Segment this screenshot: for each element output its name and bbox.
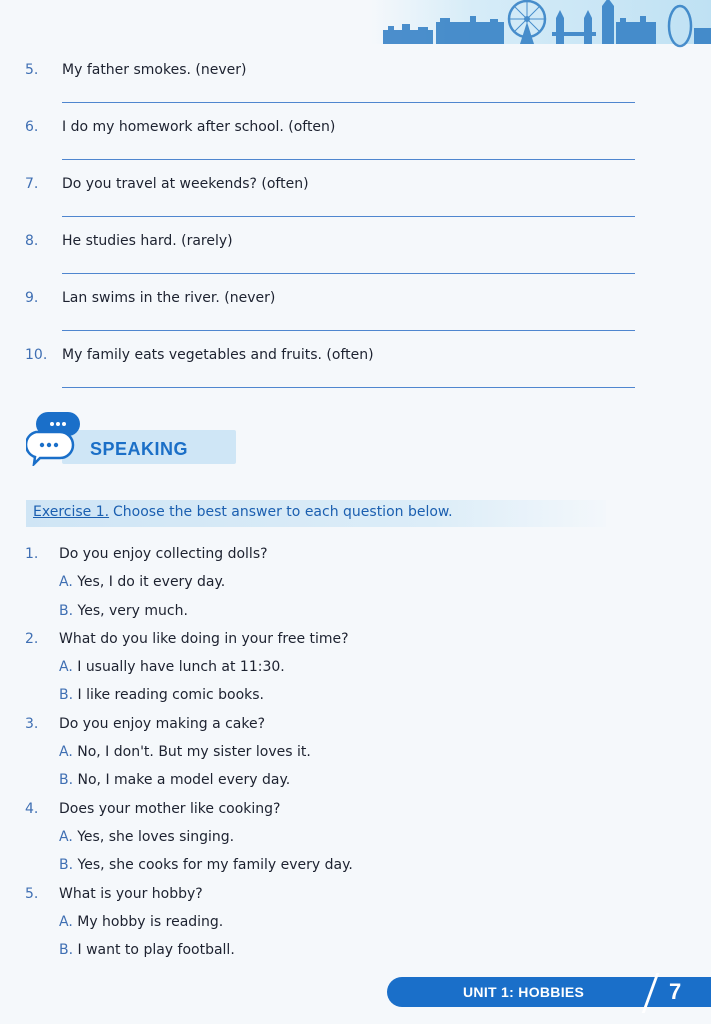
option-text: My hobby is reading.	[77, 913, 224, 930]
option-letter: A.	[59, 828, 73, 845]
rewrite-item	[25, 343, 635, 400]
question-block	[25, 710, 625, 795]
page-number: 7	[669, 979, 682, 1004]
question-number: 2.	[25, 630, 39, 647]
option-letter: B.	[59, 602, 74, 619]
option-text: I usually have lunch at 11:30.	[77, 659, 285, 676]
option-text: No, I don't. But my sister loves it.	[77, 744, 311, 761]
rewrite-item	[25, 286, 635, 343]
item-sentence: My father smokes. (never)	[62, 62, 247, 78]
option-text: Yes, very much.	[77, 602, 188, 619]
option-letter: A.	[59, 659, 73, 676]
answer-option[interactable]	[25, 681, 625, 709]
chat-bubbles-icon	[26, 410, 86, 466]
item-sentence: Do you travel at weekends? (often)	[62, 176, 309, 192]
page-footer-tab	[387, 977, 711, 1007]
item-sentence: He studies hard. (rarely)	[62, 233, 233, 249]
question-number: 3.	[25, 715, 39, 732]
option-letter: A.	[59, 744, 73, 761]
option-text: No, I make a model every day.	[77, 772, 291, 789]
item-sentence: Lan swims in the river. (never)	[62, 290, 276, 306]
rewrite-item	[25, 172, 635, 229]
option-text: Yes, I do it every day.	[77, 574, 226, 591]
question-list	[25, 540, 625, 964]
city-skyline-icon	[0, 0, 711, 48]
answer-option[interactable]	[25, 653, 625, 681]
question-number: 5.	[25, 885, 39, 902]
question-block	[25, 540, 625, 625]
item-number: 9.	[25, 290, 39, 306]
exercise-heading	[26, 500, 606, 527]
option-letter: B.	[59, 687, 74, 704]
rewrite-exercise-list	[25, 58, 635, 400]
answer-option[interactable]	[25, 823, 625, 851]
question-text: Does your mother like cooking?	[59, 800, 281, 817]
question-text: What is your hobby?	[59, 885, 203, 902]
answer-line[interactable]	[62, 387, 635, 388]
rewrite-item	[25, 58, 635, 115]
answer-option[interactable]	[25, 851, 625, 879]
question-number: 4.	[25, 800, 39, 817]
question-number: 1.	[25, 546, 39, 562]
answer-option[interactable]	[25, 908, 625, 936]
question-text: Do you enjoy making a cake?	[59, 715, 266, 732]
question-block	[25, 880, 625, 965]
option-text: Yes, she cooks for my family every day.	[77, 857, 353, 874]
exercise-instruction: Choose the best answer to each question below.	[113, 504, 453, 520]
rewrite-item	[25, 115, 635, 172]
option-text: Yes, she loves singing.	[77, 828, 235, 845]
question-text: What do you like doing in your free time?	[59, 630, 349, 647]
option-text: I want to play football.	[77, 942, 235, 959]
answer-option[interactable]	[25, 568, 625, 596]
item-number: 6.	[25, 119, 39, 135]
answer-option[interactable]	[25, 766, 625, 794]
answer-option[interactable]	[25, 597, 625, 625]
item-number: 7.	[25, 176, 39, 192]
option-letter: B.	[59, 772, 74, 789]
option-text: I like reading comic books.	[77, 687, 264, 704]
item-number: 5.	[25, 62, 39, 78]
header-skyline	[0, 0, 711, 48]
answer-line[interactable]	[62, 273, 635, 274]
answer-line[interactable]	[62, 159, 635, 160]
item-sentence: My family eats vegetables and fruits. (often)	[62, 347, 374, 363]
footer-divider	[642, 973, 660, 1013]
question-block	[25, 795, 625, 880]
answer-line[interactable]	[62, 102, 635, 103]
item-sentence: I do my homework after school. (often)	[62, 119, 336, 135]
item-number: 8.	[25, 233, 39, 249]
exercise-label: Exercise 1.	[33, 504, 110, 520]
option-letter: A.	[59, 913, 73, 930]
option-letter: B.	[59, 857, 74, 874]
speaking-section-header	[26, 410, 226, 466]
option-letter: A.	[59, 574, 73, 591]
item-number: 10.	[25, 347, 48, 363]
answer-line[interactable]	[62, 330, 635, 331]
question-text: Do you enjoy collecting dolls?	[59, 546, 268, 562]
rewrite-item	[25, 229, 635, 286]
option-letter: B.	[59, 942, 74, 959]
unit-title: UNIT 1: HOBBIES	[463, 984, 585, 1000]
answer-option[interactable]	[25, 738, 625, 766]
section-title: SPEAKING	[90, 439, 189, 459]
answer-line[interactable]	[62, 216, 635, 217]
question-block	[25, 625, 625, 710]
answer-option[interactable]	[25, 936, 625, 964]
